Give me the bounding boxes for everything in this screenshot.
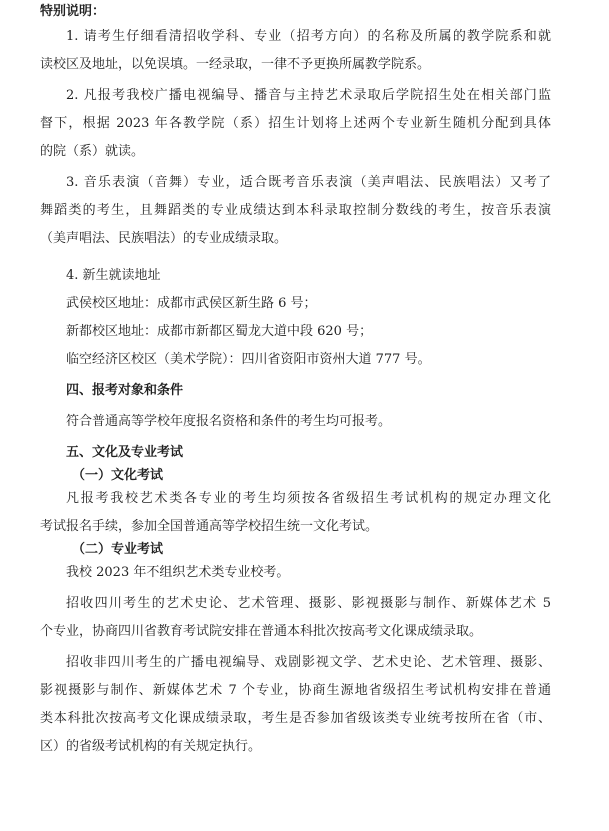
campus-heading: 4. 新生就读地址 — [66, 268, 161, 283]
section-5-sub-1-line-1: 凡报考我校艺术类各专业的考生均须按各省级招生考试机构的规定办理文化 — [66, 491, 551, 506]
section-5-sub-2-para-1: 我校 2023 年不组织艺术类专业校考。 — [66, 565, 290, 580]
section-5-sub-1-heading: （一）文化考试 — [72, 468, 164, 483]
section-5-sub-1-line-2: 考试报名手续，参加全国普通高等学校招生统一文化考试。 — [40, 519, 379, 534]
notice-item-1-line-2: 读校区及地址，以免误填。一经录取，一律不予更换所属教学院系。 — [40, 57, 431, 72]
section-4-heading: 四、报考对象和条件 — [66, 383, 184, 398]
section-5-sub-2-para-2-line-1: 招收四川考生的艺术史论、艺术管理、摄影、影视摄影与制作、新媒体艺术 5 — [66, 596, 551, 611]
notice-item-3-line-3: （美声唱法、民族唱法）的专业成绩录取。 — [40, 231, 288, 246]
section-5-sub-2-para-3-line-1: 招收非四川考生的广播电视编导、戏剧影视文学、艺术史论、艺术管理、摄影、 — [66, 655, 551, 670]
section-5-sub-2-para-3-line-3: 类本科批次按高考文化课成绩录取，考生是否参加省级该类专业统考按所在省（市、 — [40, 711, 551, 726]
campus-address-wuhou: 武侯校区地址：成都市武侯区新生路 6 号； — [66, 296, 317, 311]
section-5-sub-2-heading: （二）专业考试 — [72, 542, 164, 557]
campus-address-xindu: 新都校区地址：成都市新都区蜀龙大道中段 620 号； — [66, 324, 373, 339]
section-5-sub-2-para-2-line-2: 个专业，协商四川省教育考试院安排在普通本科批次按高考文化课成绩录取。 — [40, 624, 483, 639]
notice-title: 特别说明： — [40, 4, 106, 19]
notice-item-2-line-2: 督下，根据 2023 年各教学院（系）招生计划将上述两个专业新生随机分配到具体 — [40, 116, 551, 131]
notice-item-2-line-3: 的院（系）就读。 — [40, 144, 145, 159]
section-5-heading: 五、文化及专业考试 — [66, 445, 184, 460]
campus-address-linkong: 临空经济区校区（美术学院）：四川省资阳市资州大道 777 号。 — [66, 352, 431, 367]
notice-item-3-line-1: 3. 音乐表演（音舞）专业，适合既考音乐表演（美声唱法、民族唱法）又考了 — [66, 175, 551, 190]
notice-item-2-line-1: 2. 凡报考我校广播电视编导、播音与主持艺术录取后学院招生处在相关部门监 — [66, 88, 551, 103]
notice-item-1-line-1: 1. 请考生仔细看清招收学科、专业（招考方向）的名称及所属的教学院系和就 — [66, 29, 551, 44]
section-5-sub-2-para-3-line-2: 影视摄影与制作、新媒体艺术 7 个专业，协商生源地省级招生考试机构安排在普通 — [40, 683, 551, 698]
section-4-text: 符合普通高等学校年度报名资格和条件的考生均可报考。 — [66, 414, 392, 429]
section-5-sub-2-para-3-line-4: 区）的省级考试机构的有关规定执行。 — [40, 739, 262, 754]
notice-item-3-line-2: 舞蹈类的考生，且舞蹈类的专业成绩达到本科录取控制分数线的考生，按音乐表演 — [40, 203, 551, 218]
